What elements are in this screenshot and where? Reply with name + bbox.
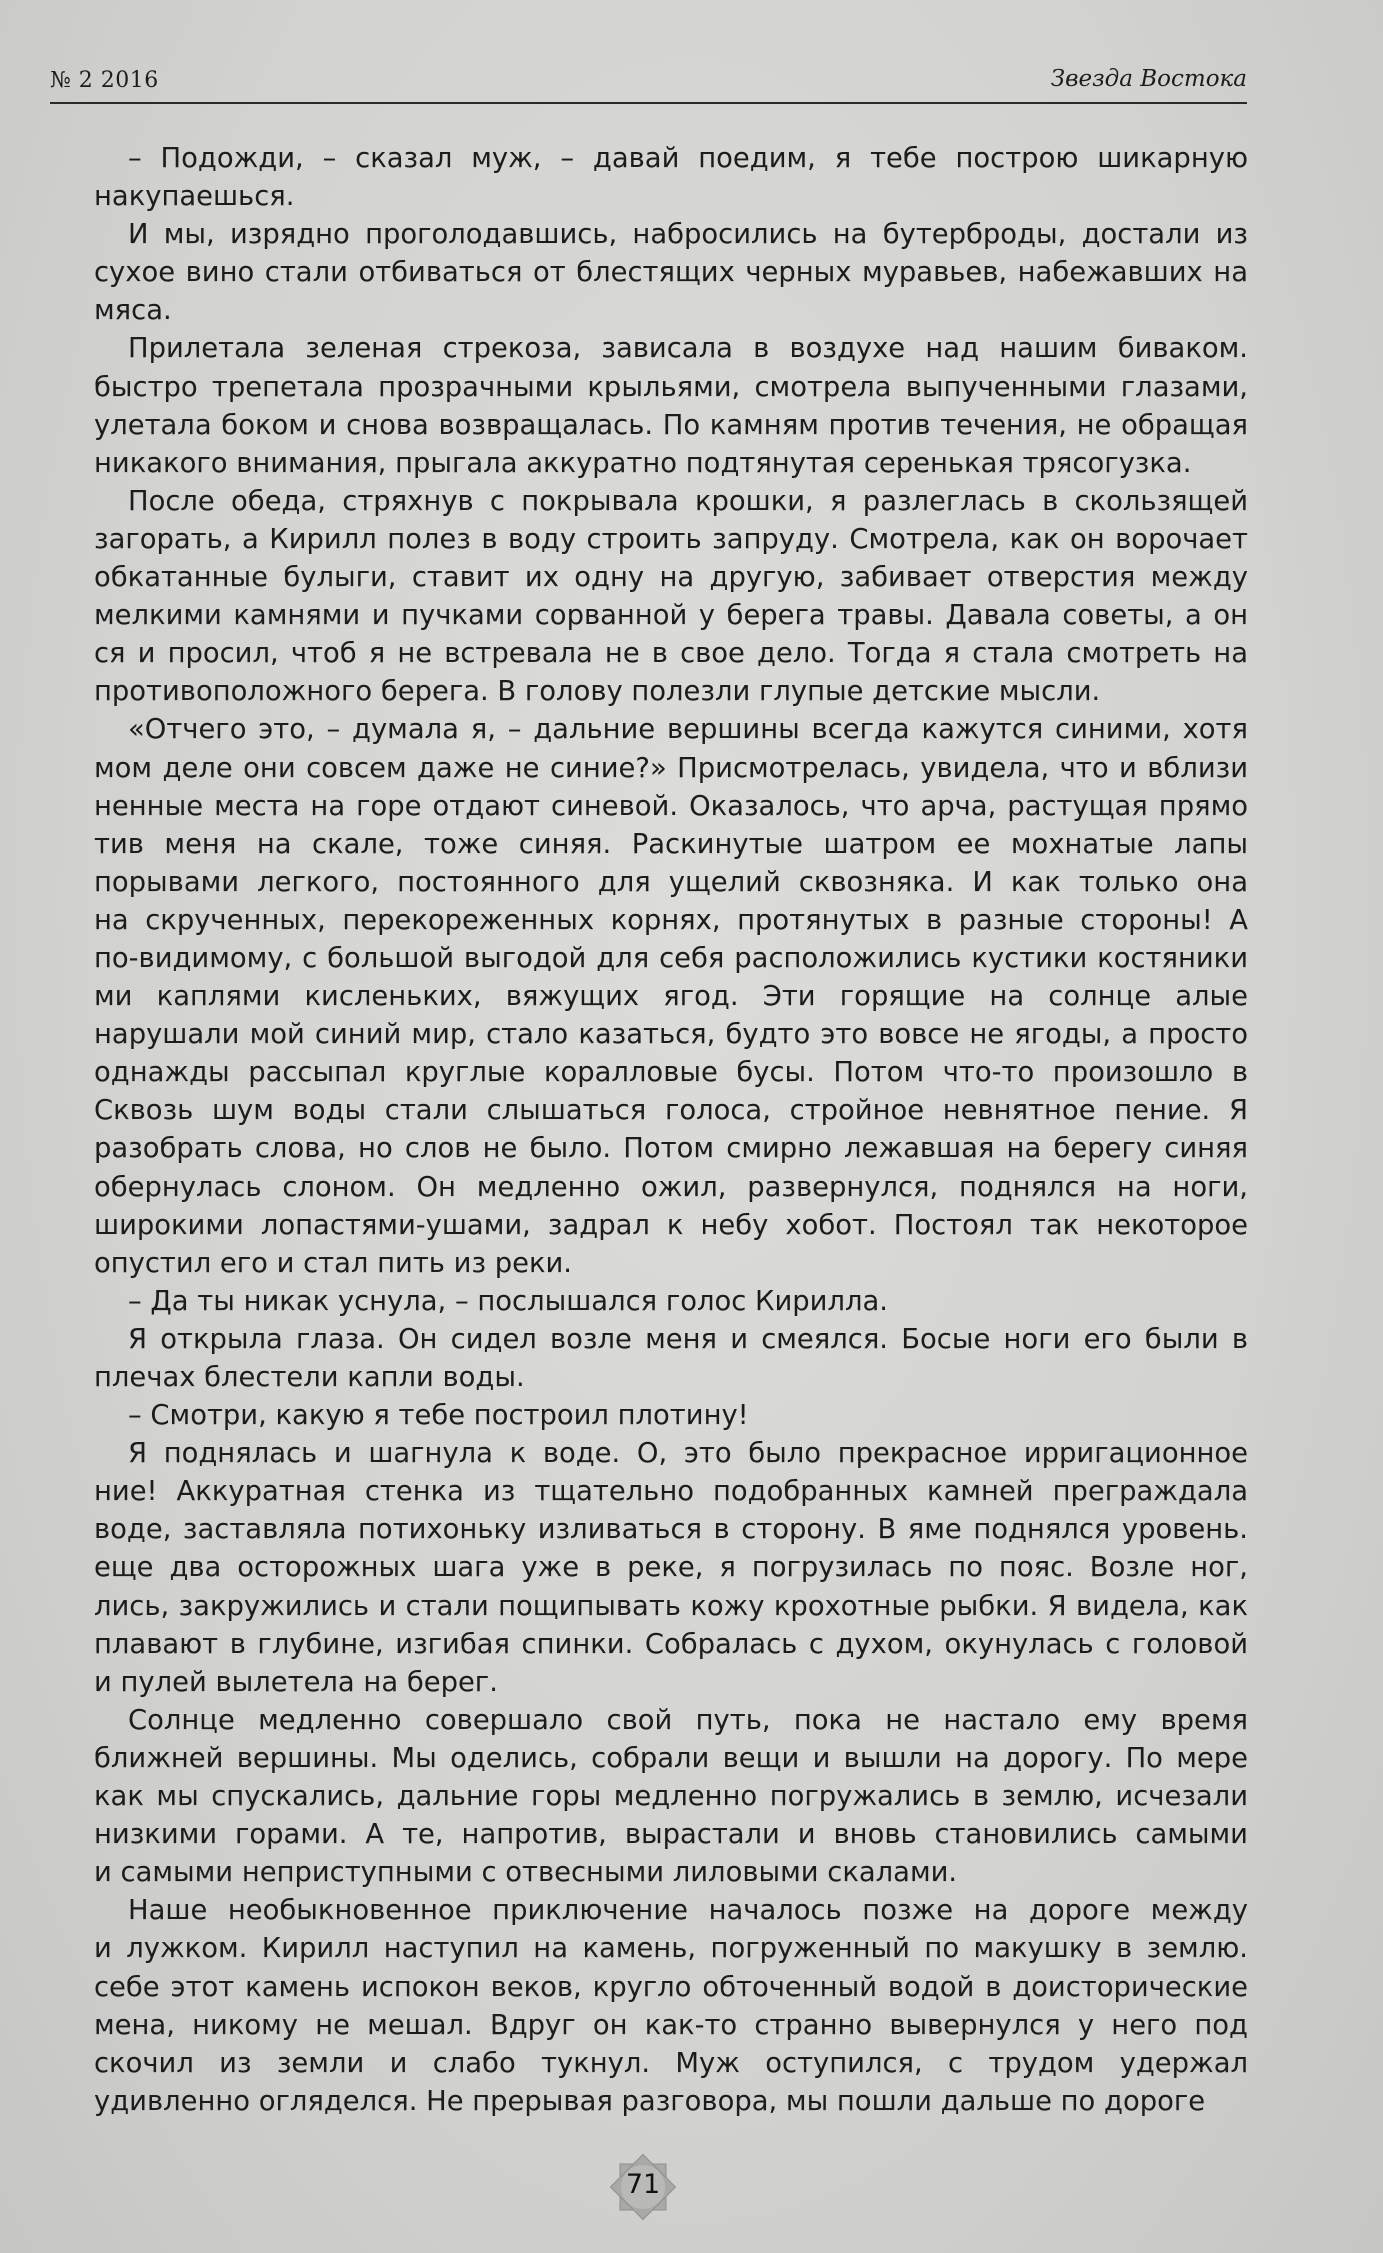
paragraph — [94, 1283, 1248, 1321]
text-line: – Подожди, – сказал муж, – давай поедим, я тебе построю шикарную — [128, 143, 1248, 174]
text-line: противоположного берега. В голову полезли глупые детские мысли. — [94, 676, 1101, 708]
text-line: мяса. — [94, 295, 172, 327]
text-line: опустил его и стал пить из реки. — [94, 1247, 573, 1279]
paragraph — [94, 140, 1248, 216]
text-line: воде, заставляла потихоньку изливаться в сторону. В яме поднялся уровень. — [94, 1514, 1248, 1546]
text-line: И мы, изрядно проголодавшись, набросились на бутерброды, достали из — [128, 219, 1248, 251]
text-line: мом деле они совсем даже не синие?» Присмотрелась, увидела, что и вблизи — [94, 752, 1248, 784]
text-line: и самыми неприступными с отвесными лиловыми скалами. — [94, 1857, 958, 1889]
paragraph — [94, 483, 1248, 712]
text-line: ближней вершины. Мы оделись, собрали вещи и вышли на дорогу. По мере — [94, 1742, 1248, 1774]
text-line: быстро трепетала прозрачными крыльями, смотрела выпученными глазами, — [94, 371, 1248, 403]
text-line: плавают в глубине, изгибая спинки. Собралась с духом, окунулась с головой — [94, 1628, 1248, 1660]
paragraph — [94, 1435, 1248, 1702]
journal-title: Звезда Востока — [1050, 66, 1247, 92]
text-line: Солнце медленно совершало свой путь, пока не настало ему время — [128, 1704, 1248, 1736]
text-line: Сквозь шум воды стали слышаться голоса, стройное невнятное пение. Я — [94, 1095, 1248, 1127]
text-line: себе этот камень испокон веков, кругло обточенный водой в доисторические — [94, 1971, 1248, 2003]
text-line: разобрать слова, но слов не было. Потом смирно лежавшая на берегу синяя — [94, 1133, 1248, 1165]
text-line: мелкими камнями и пучками сорванной у берега травы. Давала советы, а он — [94, 600, 1248, 632]
text-line: Прилетала зеленая стрекоза, зависала в воздухе над нашим биваком. — [128, 333, 1248, 365]
text-line: по-видимому, с большой выгодой для себя расположились кустики костяники — [94, 942, 1248, 974]
text-line: Я поднялась и шагнула к воде. О, это было прекрасное ирригационное — [128, 1438, 1248, 1470]
page-number-badge — [606, 2150, 680, 2224]
text-line: ми каплями кисленьких, вяжущих ягод. Эти горящие на солнце алые — [94, 981, 1248, 1013]
paragraph — [94, 1892, 1248, 2121]
text-line: ся и просил, чтоб я не встревала не в свое дело. Тогда я стала смотреть на — [94, 638, 1248, 670]
text-line: и лужком. Кирилл наступил на камень, погруженный по макушку в землю. — [94, 1933, 1248, 1965]
body-text — [94, 140, 1248, 2121]
text-line: удивленно огляделся. Не прерывая разговора, мы пошли дальше по дороге — [94, 2085, 1206, 2117]
text-line: ние! Аккуратная стенка из тщательно подобранных камней преграждала — [94, 1476, 1248, 1508]
text-line: плечах блестели капли воды. — [94, 1362, 525, 1393]
issue-number: № 2 2016 — [50, 68, 159, 93]
text-line: тив меня на скале, тоже синяя. Раскинутые шатром ее мохнатые лапы — [94, 828, 1248, 860]
text-line: скочил из земли и слабо тукнул. Муж оступился, с трудом удержал — [94, 2047, 1248, 2079]
text-line: широкими лопастями-ушами, задрал к небу хобот. Постоял так некоторое — [94, 1209, 1248, 1241]
paragraph — [94, 216, 1248, 330]
text-line: накупаешься. — [94, 181, 295, 213]
paragraph — [94, 711, 1248, 1282]
page-number: 71 — [625, 2169, 661, 2200]
text-line: – Да ты никак уснула, – послышался голос Кирилла. — [128, 1285, 888, 1317]
text-line: Наше необыкновенное приключение началось позже на дороге между — [128, 1895, 1248, 1927]
text-line: на скрученных, перекореженных корнях, протянутых в разные стороны! А — [94, 904, 1248, 936]
paragraph — [94, 1321, 1248, 1397]
text-line: сухое вино стали отбиваться от блестящих черных муравьев, набежавших на — [94, 257, 1248, 289]
text-line: как мы спускались, дальние горы медленно погружались в землю, исчезали — [94, 1781, 1248, 1813]
text-line: обернулась слоном. Он медленно ожил, развернулся, поднялся на ноги, — [94, 1171, 1248, 1203]
paragraph — [94, 1702, 1248, 1892]
text-line: ненные места на горе отдают синевой. Оказалось, что арча, растущая прямо — [94, 790, 1248, 822]
paragraph — [94, 330, 1248, 482]
text-line: низкими горами. А те, напротив, вырастали и вновь становились самыми — [94, 1819, 1248, 1851]
text-line: Я открыла глаза. Он сидел возле меня и смеялся. Босые ноги его были в — [128, 1323, 1248, 1355]
text-line: лись, закружились и стали пощипывать кожу крохотные рыбки. Я видела, как — [94, 1590, 1248, 1622]
text-line: нарушали мой синий мир, стало казаться, будто это вовсе не ягоды, а просто — [94, 1019, 1248, 1051]
text-line: улетала боком и снова возвращалась. По камням против течения, не обращая — [94, 409, 1248, 441]
running-header — [50, 62, 1247, 104]
text-line: «Отчего это, – думала я, – дальние вершины всегда кажутся синими, хотя — [128, 714, 1248, 746]
text-line: загорать, а Кирилл полез в воду строить запруду. Смотрела, как он ворочает — [94, 523, 1248, 555]
paragraph — [94, 1397, 1248, 1435]
text-line: и пулей вылетела на берег. — [94, 1666, 498, 1698]
text-line: однажды рассыпал круглые коралловые бусы. Потом что-то произошло в — [94, 1057, 1248, 1089]
text-line: обкатанные булыги, ставит их одну на другую, забивает отверстия между — [94, 562, 1248, 594]
text-line: мена, никому не мешал. Вдруг он как-то странно вывернулся у него под — [94, 2009, 1248, 2041]
text-line: После обеда, стряхнув с покрывала крошки, я разлеглась в скользящей — [128, 485, 1248, 517]
text-line: еще два осторожных шага уже в реке, я погрузилась по пояс. Возле ног, — [94, 1552, 1248, 1584]
text-line: – Смотри, какую я тебе построил плотину! — [128, 1400, 749, 1432]
text-line: никакого внимания, прыгала аккуратно подтянутая серенькая трясогузка. — [94, 447, 1192, 479]
text-line: порывами легкого, постоянного для ущелий сквозняка. И как только она — [94, 866, 1248, 898]
